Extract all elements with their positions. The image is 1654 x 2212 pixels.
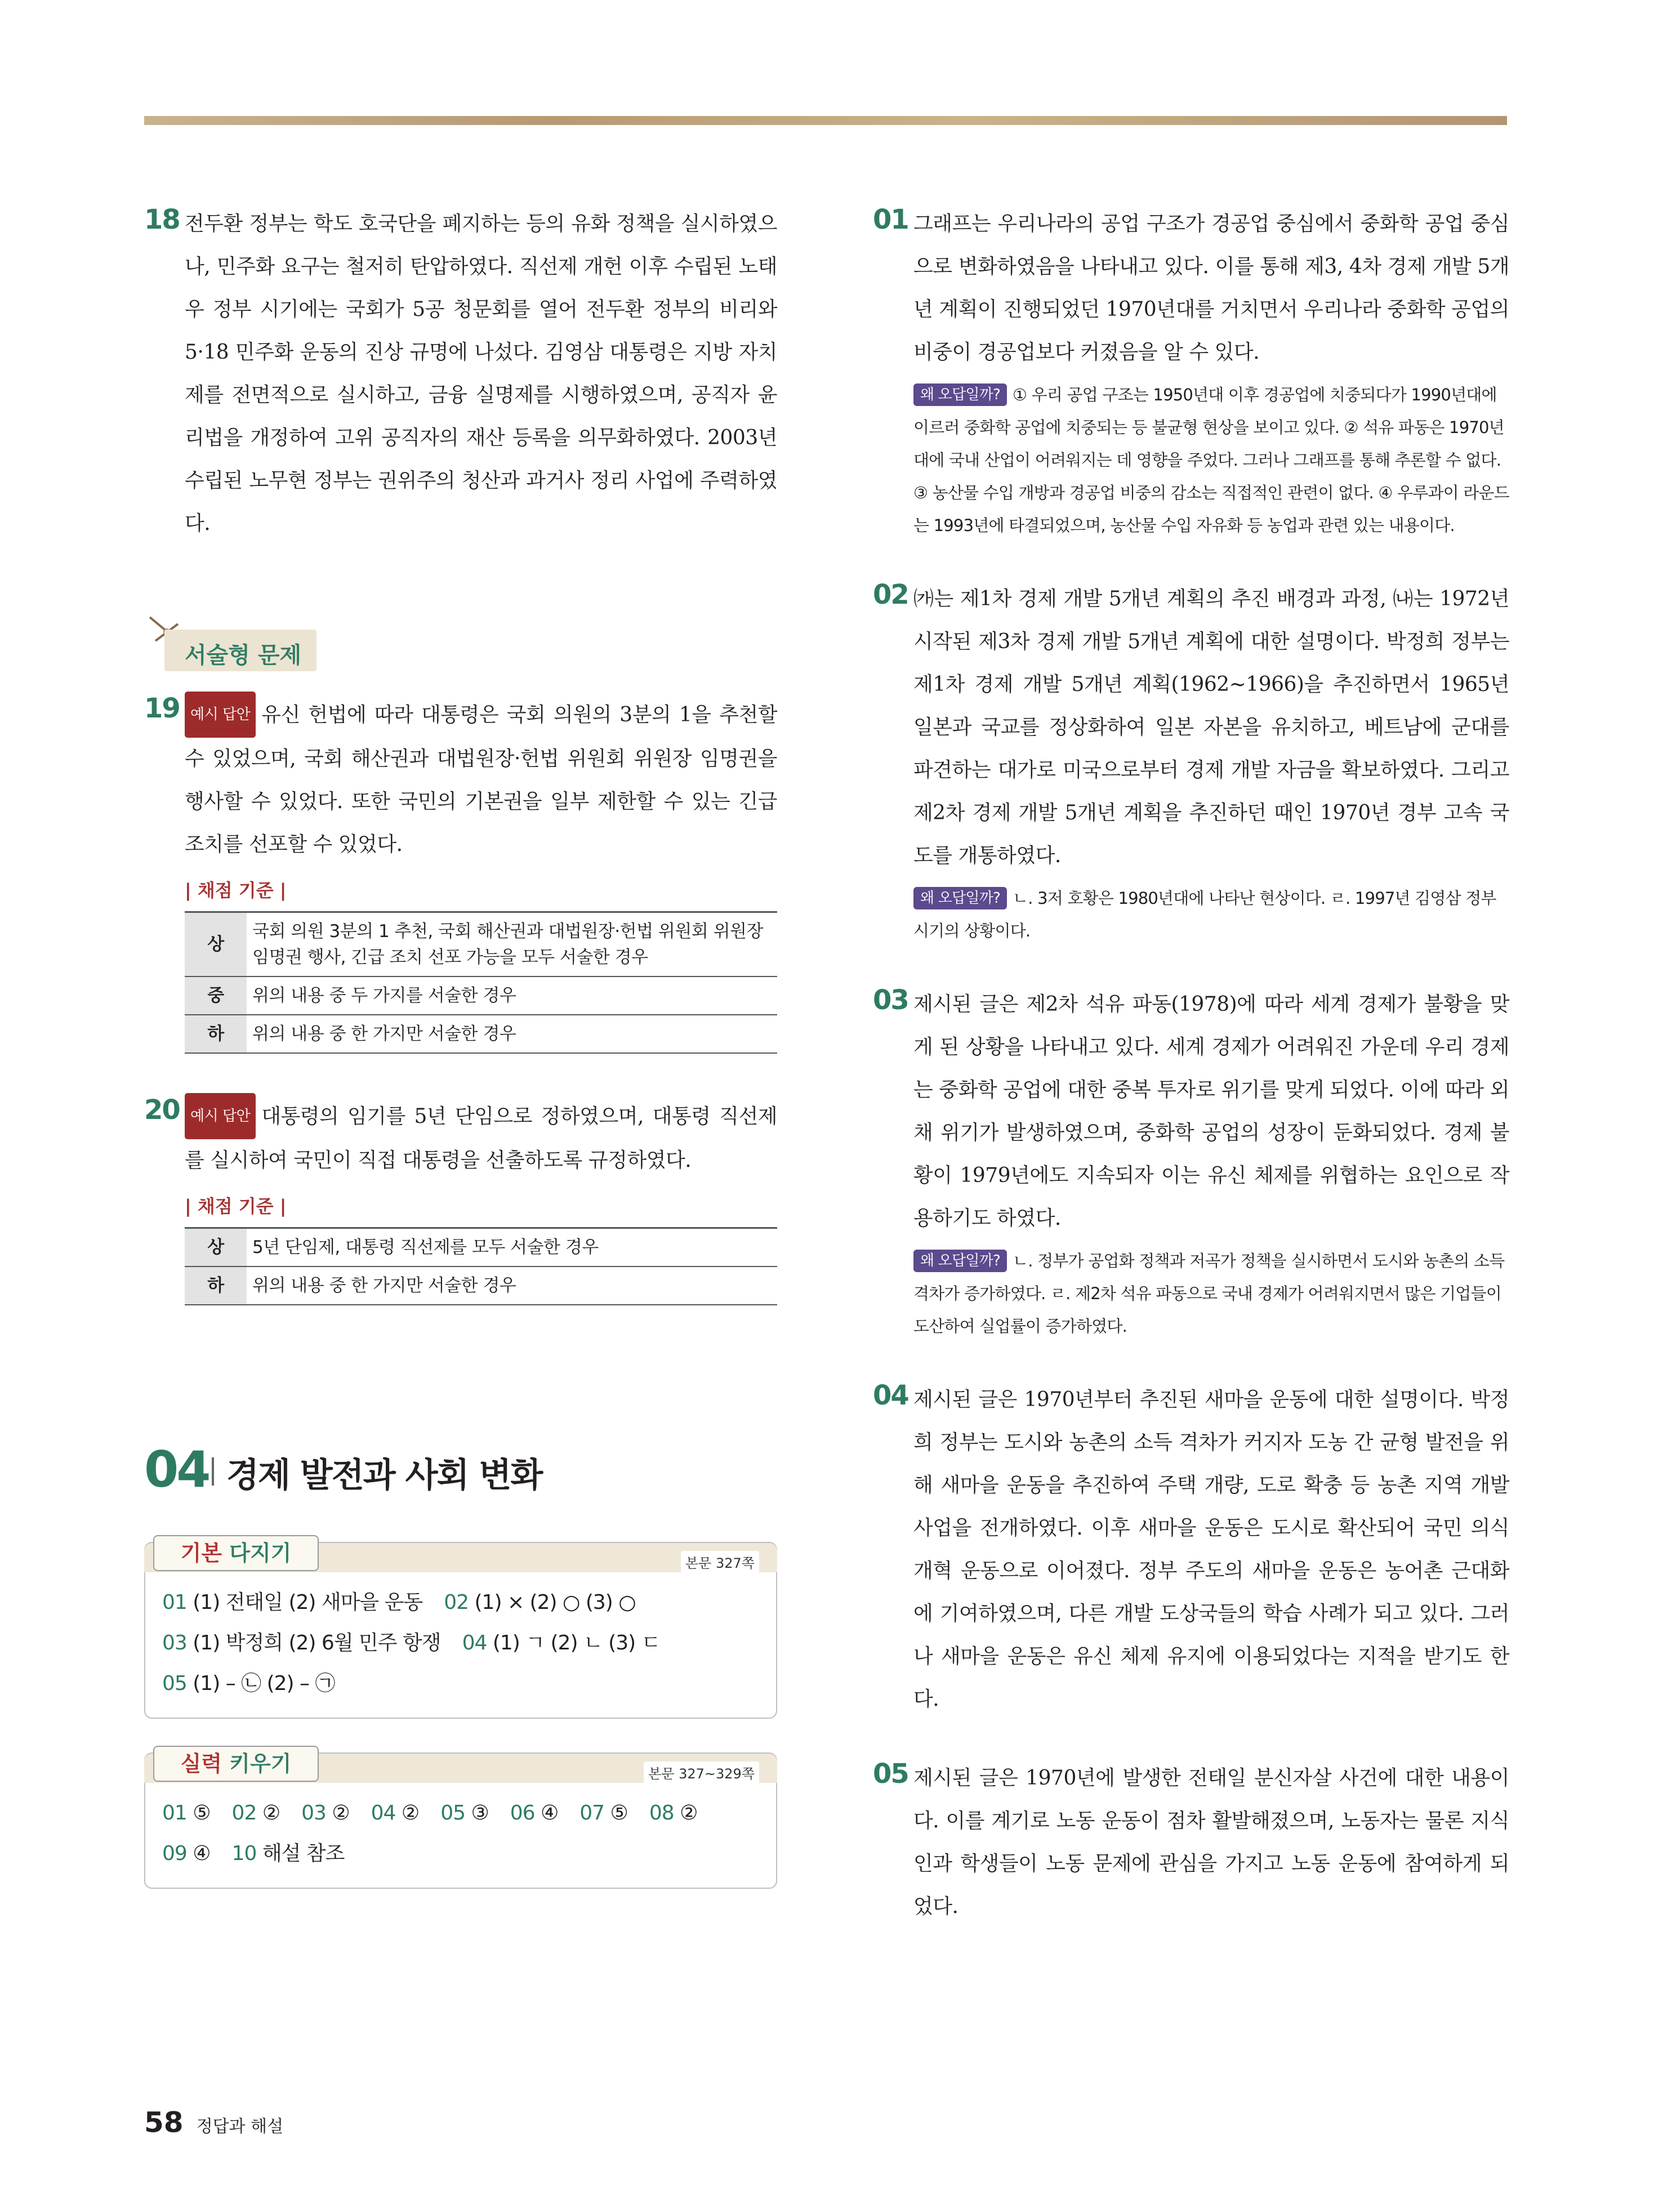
question-number: 03 <box>873 984 908 1016</box>
list-item: 01 ⑤ <box>162 1801 211 1825</box>
footer-label: 정답과 해설 <box>196 2117 284 2137</box>
question-number: 05 <box>873 1758 908 1790</box>
grading-table <box>185 911 777 1054</box>
grade-cell: 하 <box>185 1266 247 1305</box>
page-reference: 본문 327~329쪽 <box>644 1761 759 1783</box>
grade-desc: 국회 의원 3분의 1 추천, 국회 해산권과 대법원장·헌법 위원회 위원장 임명권 행사, 긴급 조치 선포 가능을 모두 서술한 경우 <box>247 912 777 977</box>
answer-text: 제시된 글은 1970년에 발생한 전태일 분신자살 사건에 대한 내용이다. 이를 계기로 노동 운동이 점차 활발해졌으며, 노동자는 물론 지식인과 학생들이 노동 문제에 관심을 가지고 노동 운동에 참여하게 되었다. <box>913 1767 1509 1918</box>
list-item: 02 (1) × (2) ○ (3) ○ <box>444 1591 636 1614</box>
question-number: 20 <box>144 1094 180 1126</box>
why-wrong-tag: 왜 오답일까? <box>913 887 1007 909</box>
answer-text <box>185 692 777 866</box>
table-row <box>185 1266 777 1305</box>
grading-table <box>185 1227 777 1305</box>
grade-desc: 위의 내용 중 한 가지만 서술한 경우 <box>247 1266 777 1305</box>
grade-desc: 위의 내용 중 두 가지를 서술한 경우 <box>247 976 777 1015</box>
table-row <box>185 1015 777 1053</box>
list-item: 01 (1) 전태일 (2) 새마을 운동 <box>162 1591 423 1614</box>
grade-cell: 하 <box>185 1015 247 1053</box>
basic-practice-box <box>144 1542 777 1719</box>
chapter-heading <box>144 1441 777 1508</box>
list-item: 03 ② <box>301 1801 350 1825</box>
answer-item-03 <box>873 983 1509 1343</box>
answer-list <box>162 1582 761 1704</box>
grade-cell: 상 <box>185 912 247 977</box>
answer-text: 제시된 글은 제2차 석유 파동(1978)에 따라 세계 경제가 불황을 맞게 된 상황을 나타내고 있다. 세계 경제가 어려워진 가운데 우리 경제는 중화학 공업에 대한 중복 투자로 위기를 맞게 되었다. 이에 따라 외채 위기가 발생하였으며, 중화학 공업의 성장이 둔화되었다. 경제 불황이 1979년에도 지속되자 이는 유신 체제를 위협하는 요인으로 작용하기도 하였다. <box>913 993 1509 1230</box>
answer-item-20 <box>144 1093 777 1305</box>
page-number: 58 <box>144 2106 184 2139</box>
grade-cell: 중 <box>185 976 247 1015</box>
wrong-answer-note: 왜 오답일까? ㄴ. 정부가 공업화 정책과 저곡가 정책을 실시하면서 도시와 농촌의 소득 격차가 증가하였다. ㄹ. 제2차 석유 파동으로 국내 경제가 어려워지면서 많은 기업들이 도산하여 실업률이 증가하였다. <box>913 1245 1509 1343</box>
answer-text: ㈎는 제1차 경제 개발 5개년 계획의 추진 배경과 과정, ㈏는 1972년 시작된 제3차 경제 개발 5개년 계획에 대한 설명이다. 박정희 정부는 제1차 경제 개발 5개년 계획(1962~1966)을 추진하면서 1965년 일본과 국교를 정상화하여 일본 자본을 유치하고, 베트남에 군대를 파견하는 대가로 미국으로부터 경제 개발 자금을 확보하였다. 그리고 제2차 경제 개발 5개년 계획을 추진하던 때인 1970년 경부 고속 국도를 개통하였다. <box>913 587 1509 867</box>
question-number: 02 <box>873 579 908 610</box>
page-reference: 본문 327쪽 <box>681 1551 759 1573</box>
list-item: 05 ③ <box>440 1801 489 1825</box>
chapter-number: 04 <box>144 1441 209 1499</box>
answer-body: 유신 헌법에 따라 대통령은 국회 의원의 3분의 1을 추천할 수 있었으며, 국회 해산권과 대법원장·헌법 위원회 위원장 임명권을 행사할 수 있었다. 또한 국민의 기본권을 일부 제한할 수 있는 긴급 조치를 선포할 수 있었다. <box>185 703 777 856</box>
banner-title: 서술형 문제 <box>185 643 302 668</box>
essay-section-banner <box>144 613 777 686</box>
answer-text: 전두환 정부는 학도 호국단을 폐지하는 등의 유화 정책을 실시하였으나, 민주화 요구는 철저히 탄압하였다. 직선제 개헌 이후 수립된 노태우 정부 시기에는 국회가 5공 청문회를 열어 전두환 정부의 비리와 5·18 민주화 운동의 진상 규명에 나섰다. 김영삼 대통령은 지방 자치제를 전면적으로 실시하고, 금융 실명제를 시행하였으며, 공직자 윤리법을 개정하여 고위 공직자의 재산 등록을 의무화하였다. 2003년 수립된 노무현 정부는 권위주의 청산과 과거사 정리 사업에 주력하였다. <box>185 212 777 535</box>
list-item: 09 ④ <box>162 1842 211 1865</box>
top-decorative-bar <box>144 116 1507 125</box>
box-tab-label: 실력 키우기 <box>153 1746 319 1782</box>
list-item: 08 ② <box>649 1801 698 1825</box>
answer-text: 제시된 글은 1970년부터 추진된 새마을 운동에 대한 설명이다. 박정희 정부는 도시와 농촌의 소득 격차가 커지자 도농 간 균형 발전을 위해 새마을 운동을 추진하여 주택 개량, 도로 확충 등 농촌 지역 개발 사업을 전개하였다. 이후 새마을 운동은 도시로 확산되어 국민 의식 개혁 운동으로 이어졌다. 정부 주도의 새마을 운동은 농어촌 근대화에 기여하였으며, 다른 개발 도상국들의 학습 사례가 되고 있다. 그러나 새마을 운동은 유신 체제 유지에 이용되었다는 지적을 받기도 한다. <box>913 1388 1509 1711</box>
chapter-title: 경제 발전과 사회 변화 <box>226 1456 542 1495</box>
answer-item-04 <box>873 1379 1509 1721</box>
answer-item-05 <box>873 1757 1509 1928</box>
answer-list <box>162 1793 761 1874</box>
list-item: 06 ④ <box>510 1801 559 1825</box>
wrong-answer-note: 왜 오답일까? ① 우리 공업 구조는 1950년대 이후 경공업에 치중되다가 1990년대에 이르러 중화학 공업에 치중되는 등 불균형 현상을 보이고 있다. ② 석유 파동은 1970년대에 국내 산업이 어려워지는 데 영향을 주었다. 그러나 그래프를 통해 추론할 수 없다. ③ 농산물 수입 개방과 경공업 비중의 감소는 직접적인 관련이 없다. ④ 우루과이 라운드는 1993년에 타결되었으며, 농산물 수입 자유화 등 농업과 관련 있는 내용이다. <box>913 378 1509 542</box>
list-item: 07 ⑤ <box>579 1801 628 1825</box>
list-item: 05 (1) – ㉡ (2) – ㉠ <box>162 1672 335 1695</box>
grade-cell: 상 <box>185 1228 247 1267</box>
box-tab-label: 기본 다지기 <box>153 1535 319 1571</box>
table-row <box>185 976 777 1015</box>
grade-desc: 위의 내용 중 한 가지만 서술한 경우 <box>247 1015 777 1053</box>
left-column <box>144 203 777 1889</box>
table-row <box>185 1228 777 1267</box>
answer-body: 대통령의 임기를 5년 단임으로 정하였으며, 대통령 직선제를 실시하여 국민이 직접 대통령을 선출하도록 규정하였다. <box>185 1105 777 1172</box>
skill-practice-box <box>144 1752 777 1889</box>
chapter-divider <box>212 1457 214 1486</box>
example-answer-tag: 예시 답안 <box>185 692 256 738</box>
list-item: 10 해설 참조 <box>231 1842 345 1865</box>
answer-text <box>185 1093 777 1182</box>
table-row <box>185 912 777 977</box>
answer-text: 그래프는 우리나라의 공업 구조가 경공업 중심에서 중화학 공업 중심으로 변화하였음을 나타내고 있다. 이를 통해 제3, 4차 경제 개발 5개년 계획이 진행되었던 1970년대를 거치면서 우리나라 중화학 공업의 비중이 경공업보다 커졌음을 알 수 있다. <box>913 212 1509 364</box>
answer-item-02 <box>873 578 1509 947</box>
list-item: 04 (1) ㄱ (2) ㄴ (3) ㄷ <box>462 1631 661 1654</box>
why-wrong-tag: 왜 오답일까? <box>913 1250 1007 1272</box>
criteria-label: | 채점 기준 | <box>185 1196 287 1217</box>
page-footer <box>144 2106 283 2139</box>
right-column <box>873 203 1509 1928</box>
question-number: 01 <box>873 204 908 235</box>
example-answer-tag: 예시 답안 <box>185 1093 256 1139</box>
list-item: 02 ② <box>231 1801 280 1825</box>
answer-item-19 <box>144 692 777 1054</box>
question-number: 04 <box>873 1380 908 1411</box>
why-wrong-tag: 왜 오답일까? <box>913 383 1007 406</box>
question-number: 18 <box>144 204 180 235</box>
list-item: 03 (1) 박정희 (2) 6월 민주 항쟁 <box>162 1631 441 1654</box>
answer-item-18 <box>144 203 777 545</box>
grade-desc: 5년 단임제, 대통령 직선제를 모두 서술한 경우 <box>247 1228 777 1267</box>
answer-item-01 <box>873 203 1509 542</box>
list-item: 04 ② <box>371 1801 420 1825</box>
question-number: 19 <box>144 693 180 724</box>
criteria-label: | 채점 기준 | <box>185 880 287 901</box>
wrong-answer-note: 왜 오답일까? ㄴ. 3저 호황은 1980년대에 나타난 현상이다. ㄹ. 1997년 김영삼 정부 시기의 상황이다. <box>913 882 1509 947</box>
